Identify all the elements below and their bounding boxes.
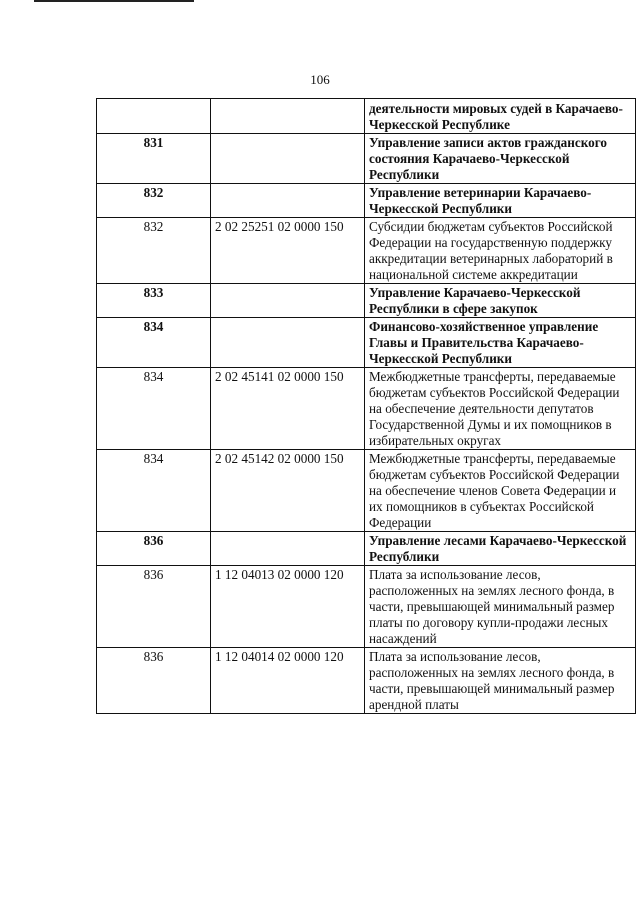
- admin-code-cell: 831: [97, 134, 211, 184]
- table-row: [97, 368, 636, 450]
- revenue-name-cell: Финансово-хозяйственное управление Главы и Правительства Карачаево-Черкесской Республики: [365, 318, 636, 368]
- revenue-name-cell: Межбюджетные трансферты, передаваемые бюджетам субъектов Российской Федерации на обеспечение деятельности депутатов Государственной Думы и их помощников в избирательных округах: [365, 368, 636, 450]
- budget-class-code-cell: 1 12 04013 02 0000 120: [211, 566, 365, 648]
- budget-class-code-cell: [211, 99, 365, 134]
- budget-class-code-cell: [211, 184, 365, 218]
- scan-edge-line: [34, 0, 194, 2]
- budget-class-code-cell: [211, 318, 365, 368]
- budget-class-code-cell: 1 12 04014 02 0000 120: [211, 648, 365, 714]
- table-row: [97, 218, 636, 284]
- admin-code-cell: 834: [97, 318, 211, 368]
- revenue-name-cell: Плата за использование лесов, расположенных на землях лесного фонда, в части, превышающей минимальный размер арендной платы: [365, 648, 636, 714]
- revenue-name-cell: Субсидии бюджетам субъектов Российской Федерации на государственную поддержку аккредитации ветеринарных лабораторий в национальной системе аккредитации: [365, 218, 636, 284]
- revenue-name-cell: Управление записи актов гражданского состояния Карачаево-Черкесской Республики: [365, 134, 636, 184]
- table-row: [97, 99, 636, 134]
- budget-class-code-cell: [211, 284, 365, 318]
- budget-class-code-cell: 2 02 45142 02 0000 150: [211, 450, 365, 532]
- table-row: [97, 318, 636, 368]
- admin-code-cell: 836: [97, 648, 211, 714]
- budget-class-code-cell: [211, 532, 365, 566]
- table-row: [97, 566, 636, 648]
- revenue-name-cell: Управление ветеринарии Карачаево-Черкесской Республики: [365, 184, 636, 218]
- budget-class-code-cell: 2 02 45141 02 0000 150: [211, 368, 365, 450]
- admin-code-cell: 832: [97, 184, 211, 218]
- table-row: [97, 450, 636, 532]
- revenue-name-cell: Управление лесами Карачаево-Черкесской Республики: [365, 532, 636, 566]
- table-body: [97, 99, 636, 714]
- admin-code-cell: 836: [97, 532, 211, 566]
- revenue-name-cell: Управление Карачаево-Черкесской Республики в сфере закупок: [365, 284, 636, 318]
- admin-code-cell: 834: [97, 450, 211, 532]
- revenue-name-cell: Межбюджетные трансферты, передаваемые бюджетам субъектов Российской Федерации на обеспечение членов Совета Федерации и их помощников в субъектах Российской Федерации: [365, 450, 636, 532]
- revenue-name-cell: Плата за использование лесов, расположенных на землях лесного фонда, в части, превышающей минимальный размер платы по договору купли-продажи лесных насаждений: [365, 566, 636, 648]
- page-number: 106: [310, 72, 330, 87]
- admin-code-cell: 833: [97, 284, 211, 318]
- admin-code-cell: 834: [97, 368, 211, 450]
- admin-code-cell: 832: [97, 218, 211, 284]
- table-row: [97, 284, 636, 318]
- revenue-name-cell: деятельности мировых судей в Карачаево-Черкесской Республике: [365, 99, 636, 134]
- table-row: [97, 184, 636, 218]
- revenue-admin-table: [96, 98, 636, 714]
- table-row: [97, 532, 636, 566]
- admin-code-cell: 836: [97, 566, 211, 648]
- admin-code-cell: [97, 99, 211, 134]
- budget-class-code-cell: [211, 134, 365, 184]
- budget-class-code-cell: 2 02 25251 02 0000 150: [211, 218, 365, 284]
- table-row: [97, 648, 636, 714]
- table-row: [97, 134, 636, 184]
